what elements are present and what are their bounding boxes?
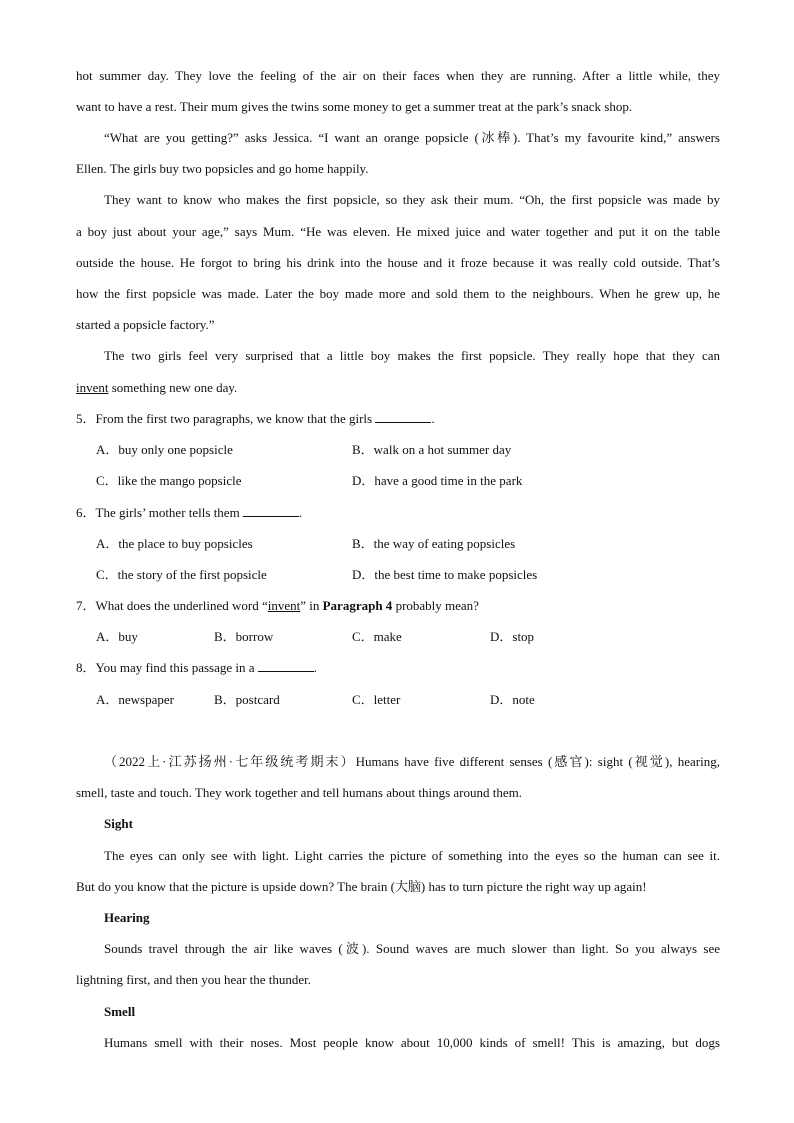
- passage2-intro: smell, taste and touch. They work together and tell humans about things around them.: [76, 785, 522, 800]
- question-stem: .: [313, 660, 318, 675]
- question-stem: probably mean?: [392, 598, 479, 613]
- question-stem: The girls’ mother tells them: [95, 505, 243, 520]
- passage-line: The eyes can only see with light. Light carries the picture of something into the eyes so the human can see it.: [104, 848, 720, 863]
- passage-line: a boy just about your age,” says Mum. “He was eleven. He mixed juice and water together and put it on the table: [76, 224, 720, 239]
- passage-line: “What are you getting?” asks Jessica. “I want an orange popsicle (冰棒). That’s my favourite kind,” answers: [104, 130, 720, 145]
- option-d[interactable]: D．have a good time in the park: [352, 473, 523, 488]
- question-stem: .: [431, 411, 435, 426]
- option-c[interactable]: C．the story of the first popsicle: [96, 567, 267, 582]
- passage-line: lightning first, and then you hear the thunder.: [76, 972, 312, 987]
- answer-blank: [375, 411, 431, 423]
- underlined-word: invent: [267, 598, 301, 613]
- underlined-word: invent: [76, 380, 109, 395]
- bold-reference: Paragraph 4: [322, 598, 393, 613]
- question-5: [76, 411, 720, 427]
- answer-blank: [243, 505, 299, 517]
- question-stem: ” in: [300, 598, 323, 613]
- passage-line: Humans smell with their noses. Most people know about 10,000 kinds of smell! This is amazing, but dogs: [104, 1035, 720, 1050]
- passage-line: But do you know that the picture is upside down? The brain (大脑) has to turn picture the right way up again!: [76, 879, 647, 894]
- option-d[interactable]: D．stop: [490, 629, 535, 644]
- section-heading-hearing: Hearing: [104, 910, 150, 925]
- question-stem: From the first two paragraphs, we know that the girls: [95, 411, 376, 426]
- question-number: 6．: [76, 505, 96, 520]
- option-a[interactable]: A．newspaper: [96, 692, 174, 707]
- answer-blank: [258, 660, 314, 672]
- option-b[interactable]: B．the way of eating popsicles: [352, 536, 516, 551]
- question-stem: You may find this passage in a: [95, 660, 258, 675]
- question-stem: What does the underlined word “: [95, 598, 268, 613]
- question-number: 8．: [76, 660, 96, 675]
- question-stem: .: [298, 505, 303, 520]
- passage-line: They want to know who makes the first popsicle, so they ask their mum. “Oh, the first popsicle was made by: [104, 192, 720, 207]
- option-c[interactable]: C．letter: [352, 692, 401, 707]
- question-7: [76, 598, 720, 614]
- question-number: 5．: [76, 411, 96, 426]
- option-d[interactable]: D．note: [490, 692, 535, 707]
- option-b[interactable]: B．postcard: [214, 692, 280, 707]
- passage-line: The two girls feel very surprised that a little boy makes the first popsicle. They really hope that they can: [104, 348, 720, 363]
- question-8: [76, 660, 720, 676]
- passage-line: hot summer day. They love the feeling of the air on their faces when they are running. After a little while, they: [76, 68, 720, 83]
- passage-line: want to have a rest. Their mum gives the twins some money to get a summer treat at the park’s snack shop.: [76, 99, 633, 114]
- passage-line: [76, 380, 720, 396]
- section-heading-smell: Smell: [104, 1004, 136, 1019]
- option-a[interactable]: A．the place to buy popsicles: [96, 536, 253, 551]
- passage-line: started a popsicle factory.”: [76, 317, 215, 332]
- passage-line: Ellen. The girls buy two popsicles and go home happily.: [76, 161, 369, 176]
- passage-line: Sounds travel through the air like waves (波). Sound waves are much slower than light. So you always see: [104, 941, 720, 956]
- section-heading-sight: Sight: [104, 816, 133, 831]
- option-d[interactable]: D．the best time to make popsicles: [352, 567, 538, 582]
- option-a[interactable]: A．buy only one popsicle: [96, 442, 233, 457]
- option-b[interactable]: B．walk on a hot summer day: [352, 442, 512, 457]
- option-b[interactable]: B．borrow: [214, 629, 274, 644]
- option-a[interactable]: A．buy: [96, 629, 138, 644]
- passage-line: outside the house. He forgot to bring his drink into the house and it froze because it was really cold outside. That’s: [76, 255, 720, 270]
- option-c[interactable]: C．like the mango popsicle: [96, 473, 242, 488]
- passage2-intro: （2022上·江苏扬州·七年级统考期末）Humans have five different senses (感官): sight (视觉), hearing,: [104, 754, 720, 769]
- question-number: 7．: [76, 598, 96, 613]
- passage-text: something new one day.: [108, 380, 238, 395]
- option-c[interactable]: C．make: [352, 629, 402, 644]
- question-6: [76, 505, 720, 521]
- passage-line: how the first popsicle was made. Later the boy made more and sold them to the neighbours. When he grew up, he: [76, 286, 720, 301]
